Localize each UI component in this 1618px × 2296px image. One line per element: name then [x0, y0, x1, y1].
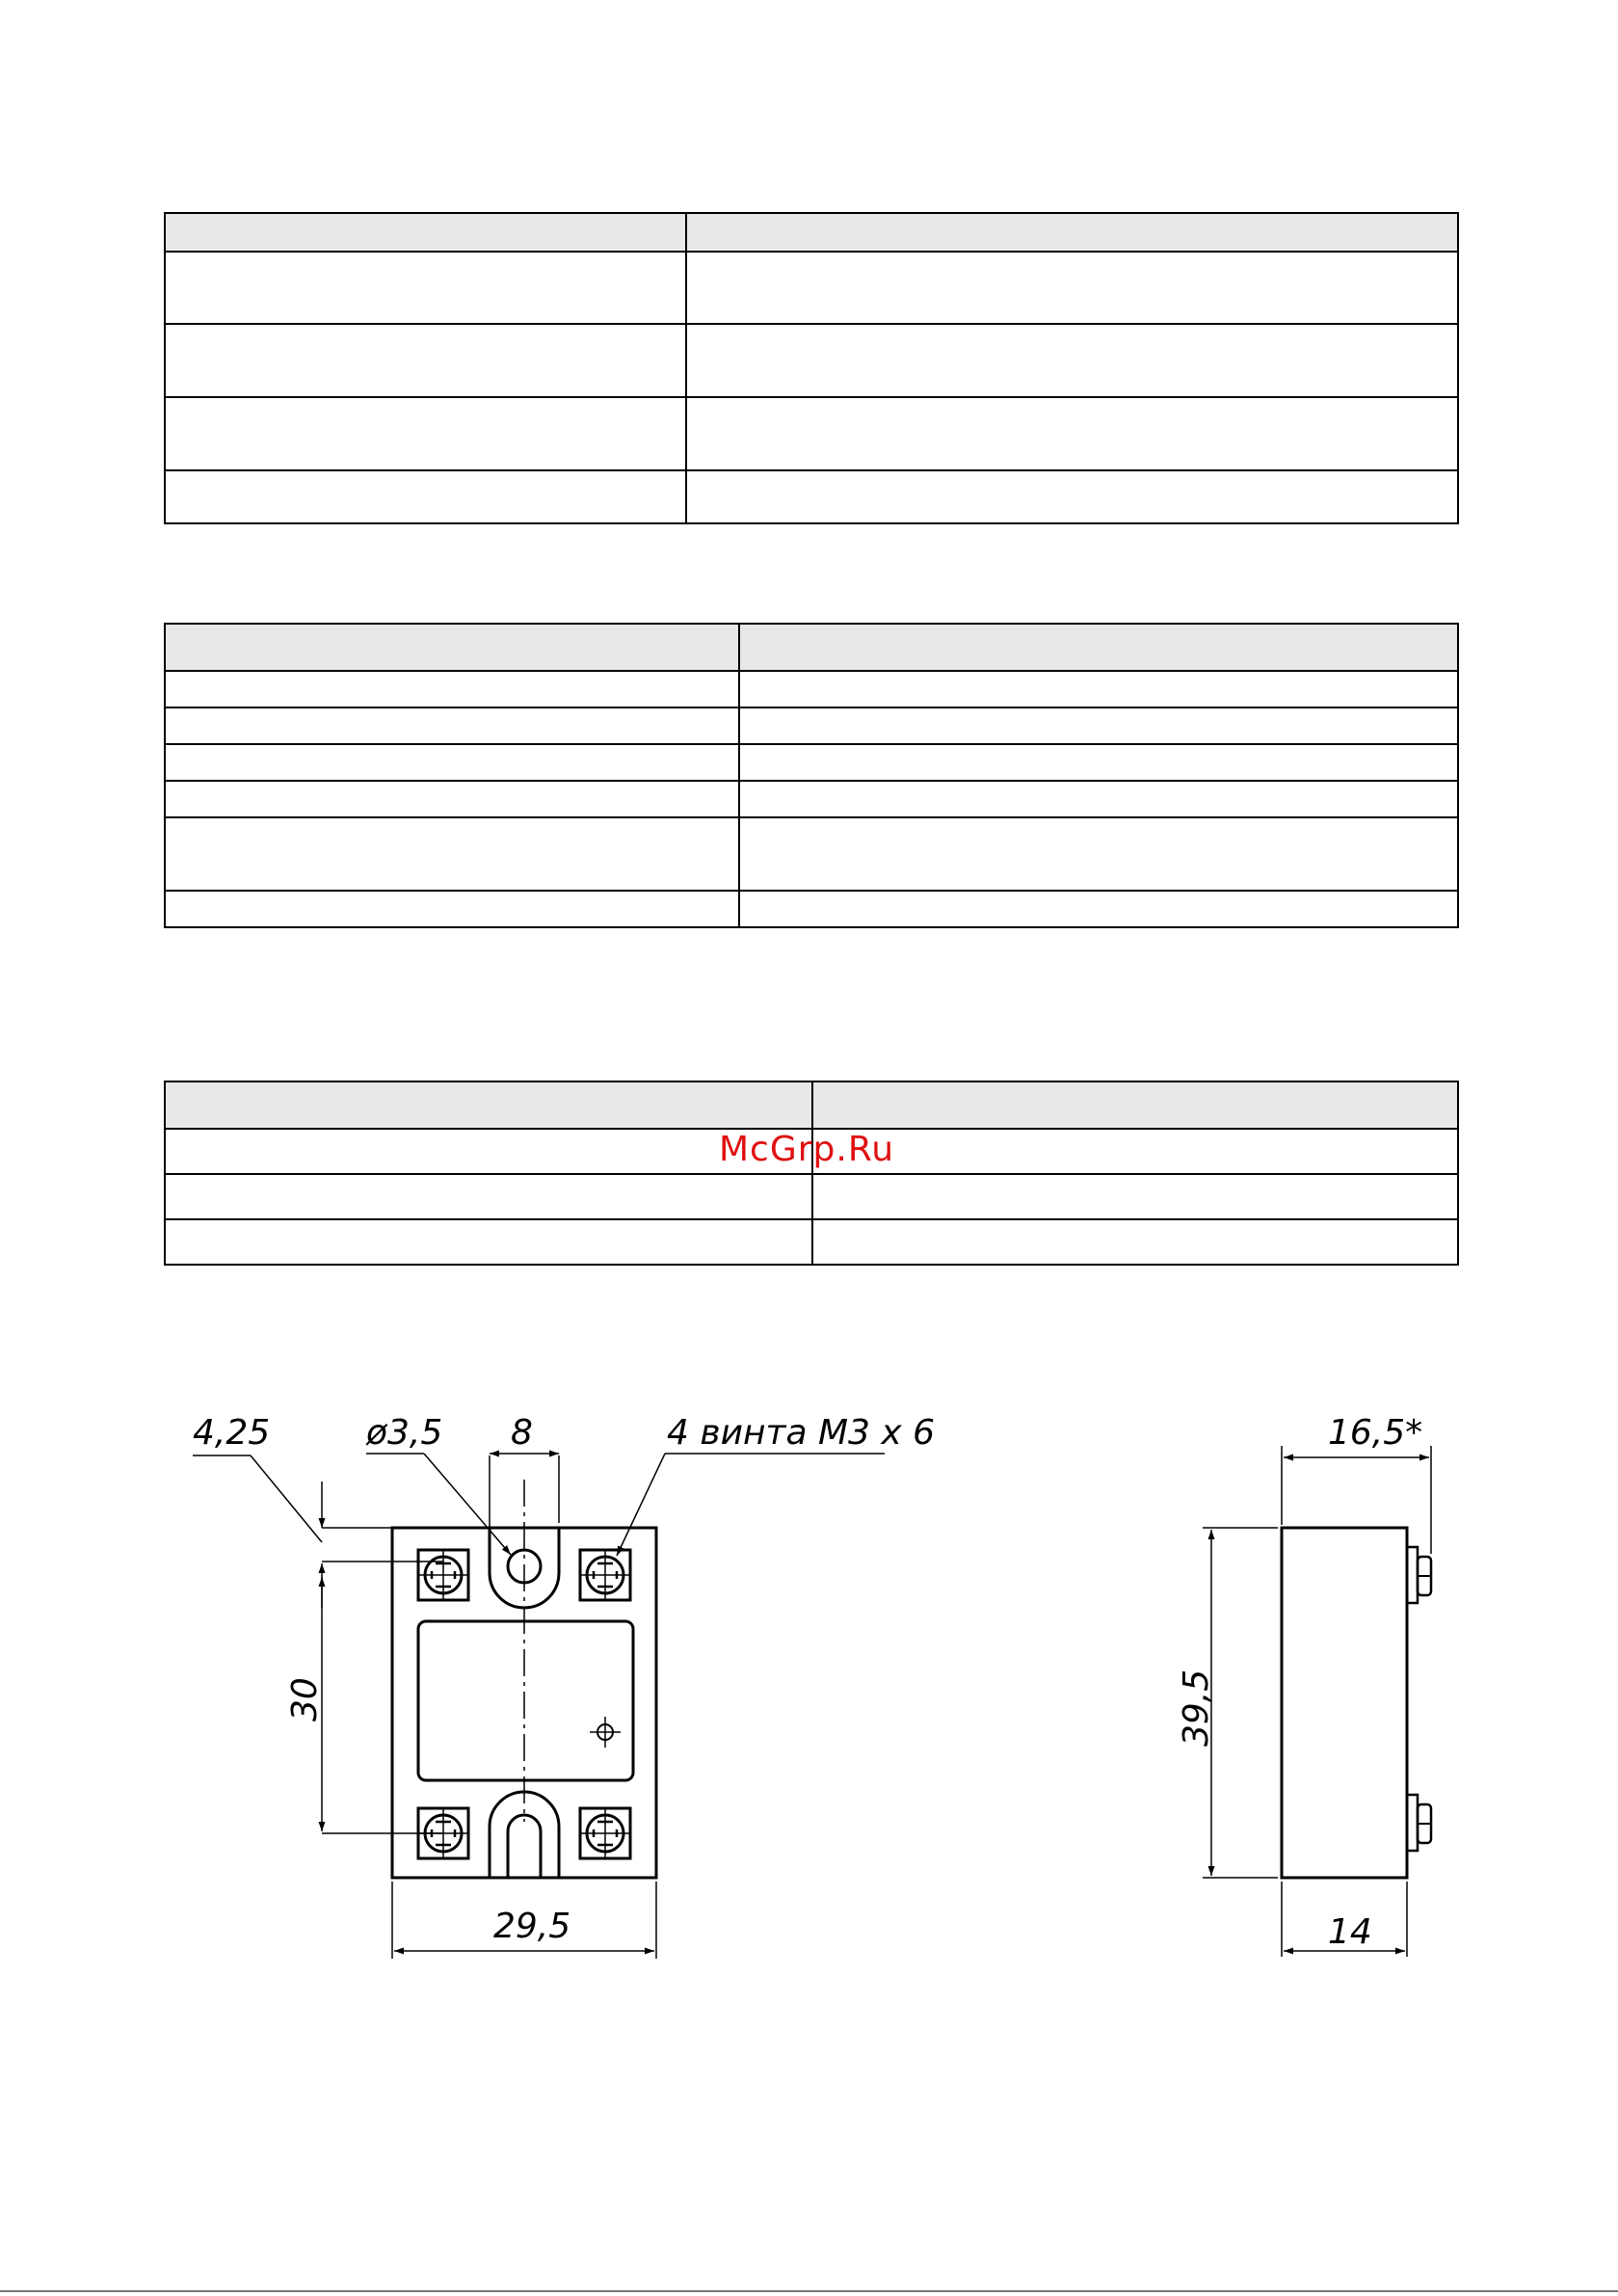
side-view	[1203, 1446, 1431, 1957]
dim-width-label: 29,5	[493, 1907, 571, 1946]
side-screw-top	[1407, 1547, 1431, 1603]
screw-terminal-top-left	[418, 1550, 468, 1600]
center-window	[418, 1621, 633, 1780]
dim-depth-total-label: 16,5*	[1328, 1413, 1423, 1453]
dim-height-label: 39,5	[1177, 1669, 1216, 1747]
dim-screws-label: 4 винта М3 х 6	[667, 1413, 936, 1453]
screw-terminal-top-right	[580, 1550, 630, 1600]
bottom-slot-inner	[508, 1815, 541, 1878]
dim-hole-diameter-label: ø3,5	[366, 1413, 443, 1453]
dim-height-between-screws-label: 30	[285, 1677, 325, 1722]
side-screw-bottom	[1407, 1795, 1431, 1851]
dim-offset-label: 4,25	[193, 1413, 271, 1453]
side-body	[1282, 1528, 1407, 1878]
dim-slot-label: 8	[511, 1413, 533, 1453]
watermark: McGrp.Ru	[719, 1130, 895, 1169]
dim-depth-body-label: 14	[1328, 1912, 1372, 1952]
screw-terminal-bottom-right	[580, 1808, 630, 1858]
page-bottom-edge	[0, 2290, 1618, 2292]
bottom-slot-outer	[490, 1792, 559, 1878]
